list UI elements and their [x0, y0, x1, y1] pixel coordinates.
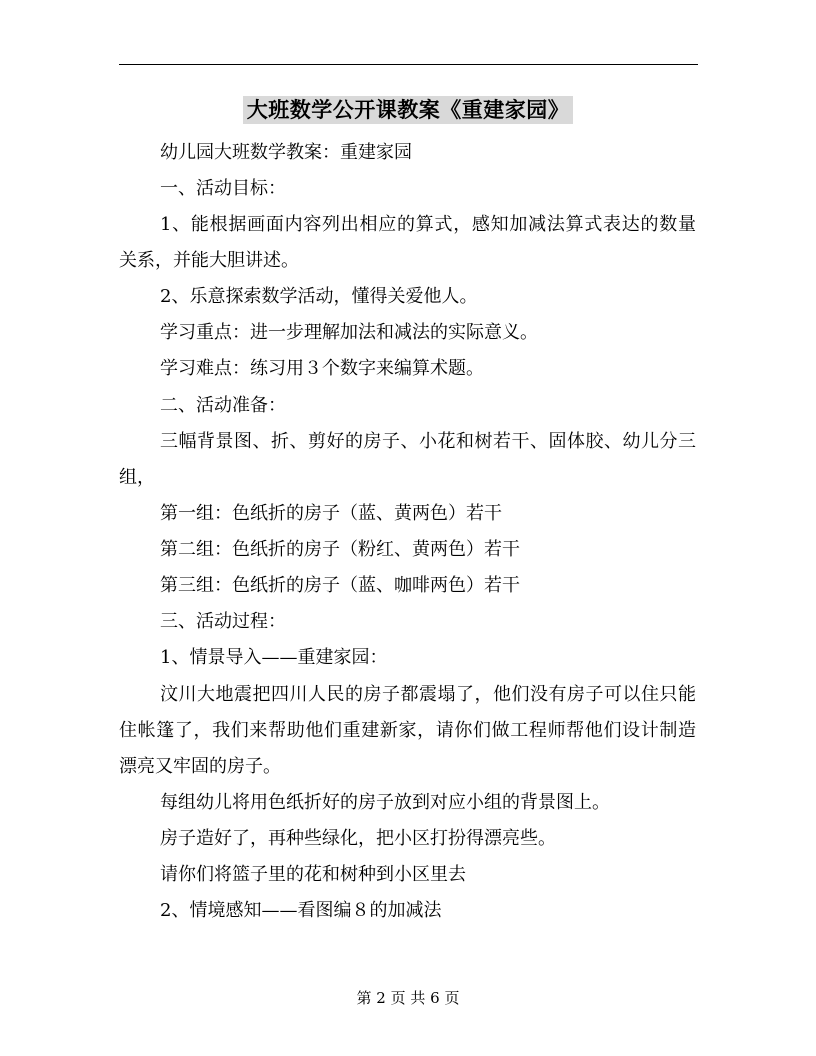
text-line: 学习难点：练习用３个数字来编算术题。 — [160, 358, 484, 379]
text-line: 2、情境感知——看图编８的加减法 — [160, 900, 442, 921]
document-title: 大班数学公开课教案《重建家园》 — [243, 96, 574, 124]
title-container — [0, 96, 816, 124]
text-line: 关系，并能大胆讲述。 — [119, 250, 299, 271]
section-heading: 二、活动准备： — [160, 395, 286, 416]
text-line: 2、乐意探索数学活动，懂得关爱他人。 — [160, 286, 478, 307]
text-line: 学习重点：进一步理解加法和减法的实际意义。 — [160, 322, 538, 343]
text-line: 漂亮又牢固的房子。 — [119, 756, 281, 777]
text-line: 组， — [119, 467, 155, 488]
text-line: 幼儿园大班数学教案：重建家园 — [160, 142, 412, 163]
header-rule — [119, 64, 698, 65]
section-heading: 三、活动过程： — [160, 611, 286, 632]
text-line: 房子造好了，再种些绿化，把小区打扮得漂亮些。 — [160, 828, 556, 849]
text-line: 1、情景导入——重建家园： — [160, 647, 388, 668]
page-number: 第 2 页 共 6 页 — [356, 989, 460, 1007]
text-line: 三幅背景图、折、剪好的房子、小花和树若干、固体胶、幼儿分三 — [160, 431, 696, 452]
text-line: 请你们将篮子里的花和树种到小区里去 — [160, 864, 466, 885]
text-line: 1、能根据画面内容列出相应的算式，感知加减法算式表达的数量 — [160, 214, 696, 235]
text-line: 第一组：色纸折的房子（蓝、黄两色）若干 — [160, 503, 502, 524]
text-line: 住帐篷了，我们来帮助他们重建新家，请你们做工程师帮他们设计制造 — [119, 720, 696, 741]
section-heading: 一、活动目标： — [160, 178, 286, 199]
text-line: 汶川大地震把四川人民的房子都震塌了，他们没有房子可以住只能 — [160, 684, 696, 705]
text-line: 第二组：色纸折的房子（粉红、黄两色）若干 — [160, 539, 520, 560]
text-line: 每组幼儿将用色纸折好的房子放到对应小组的背景图上。 — [160, 792, 610, 813]
text-line: 第三组：色纸折的房子（蓝、咖啡两色）若干 — [160, 575, 520, 596]
